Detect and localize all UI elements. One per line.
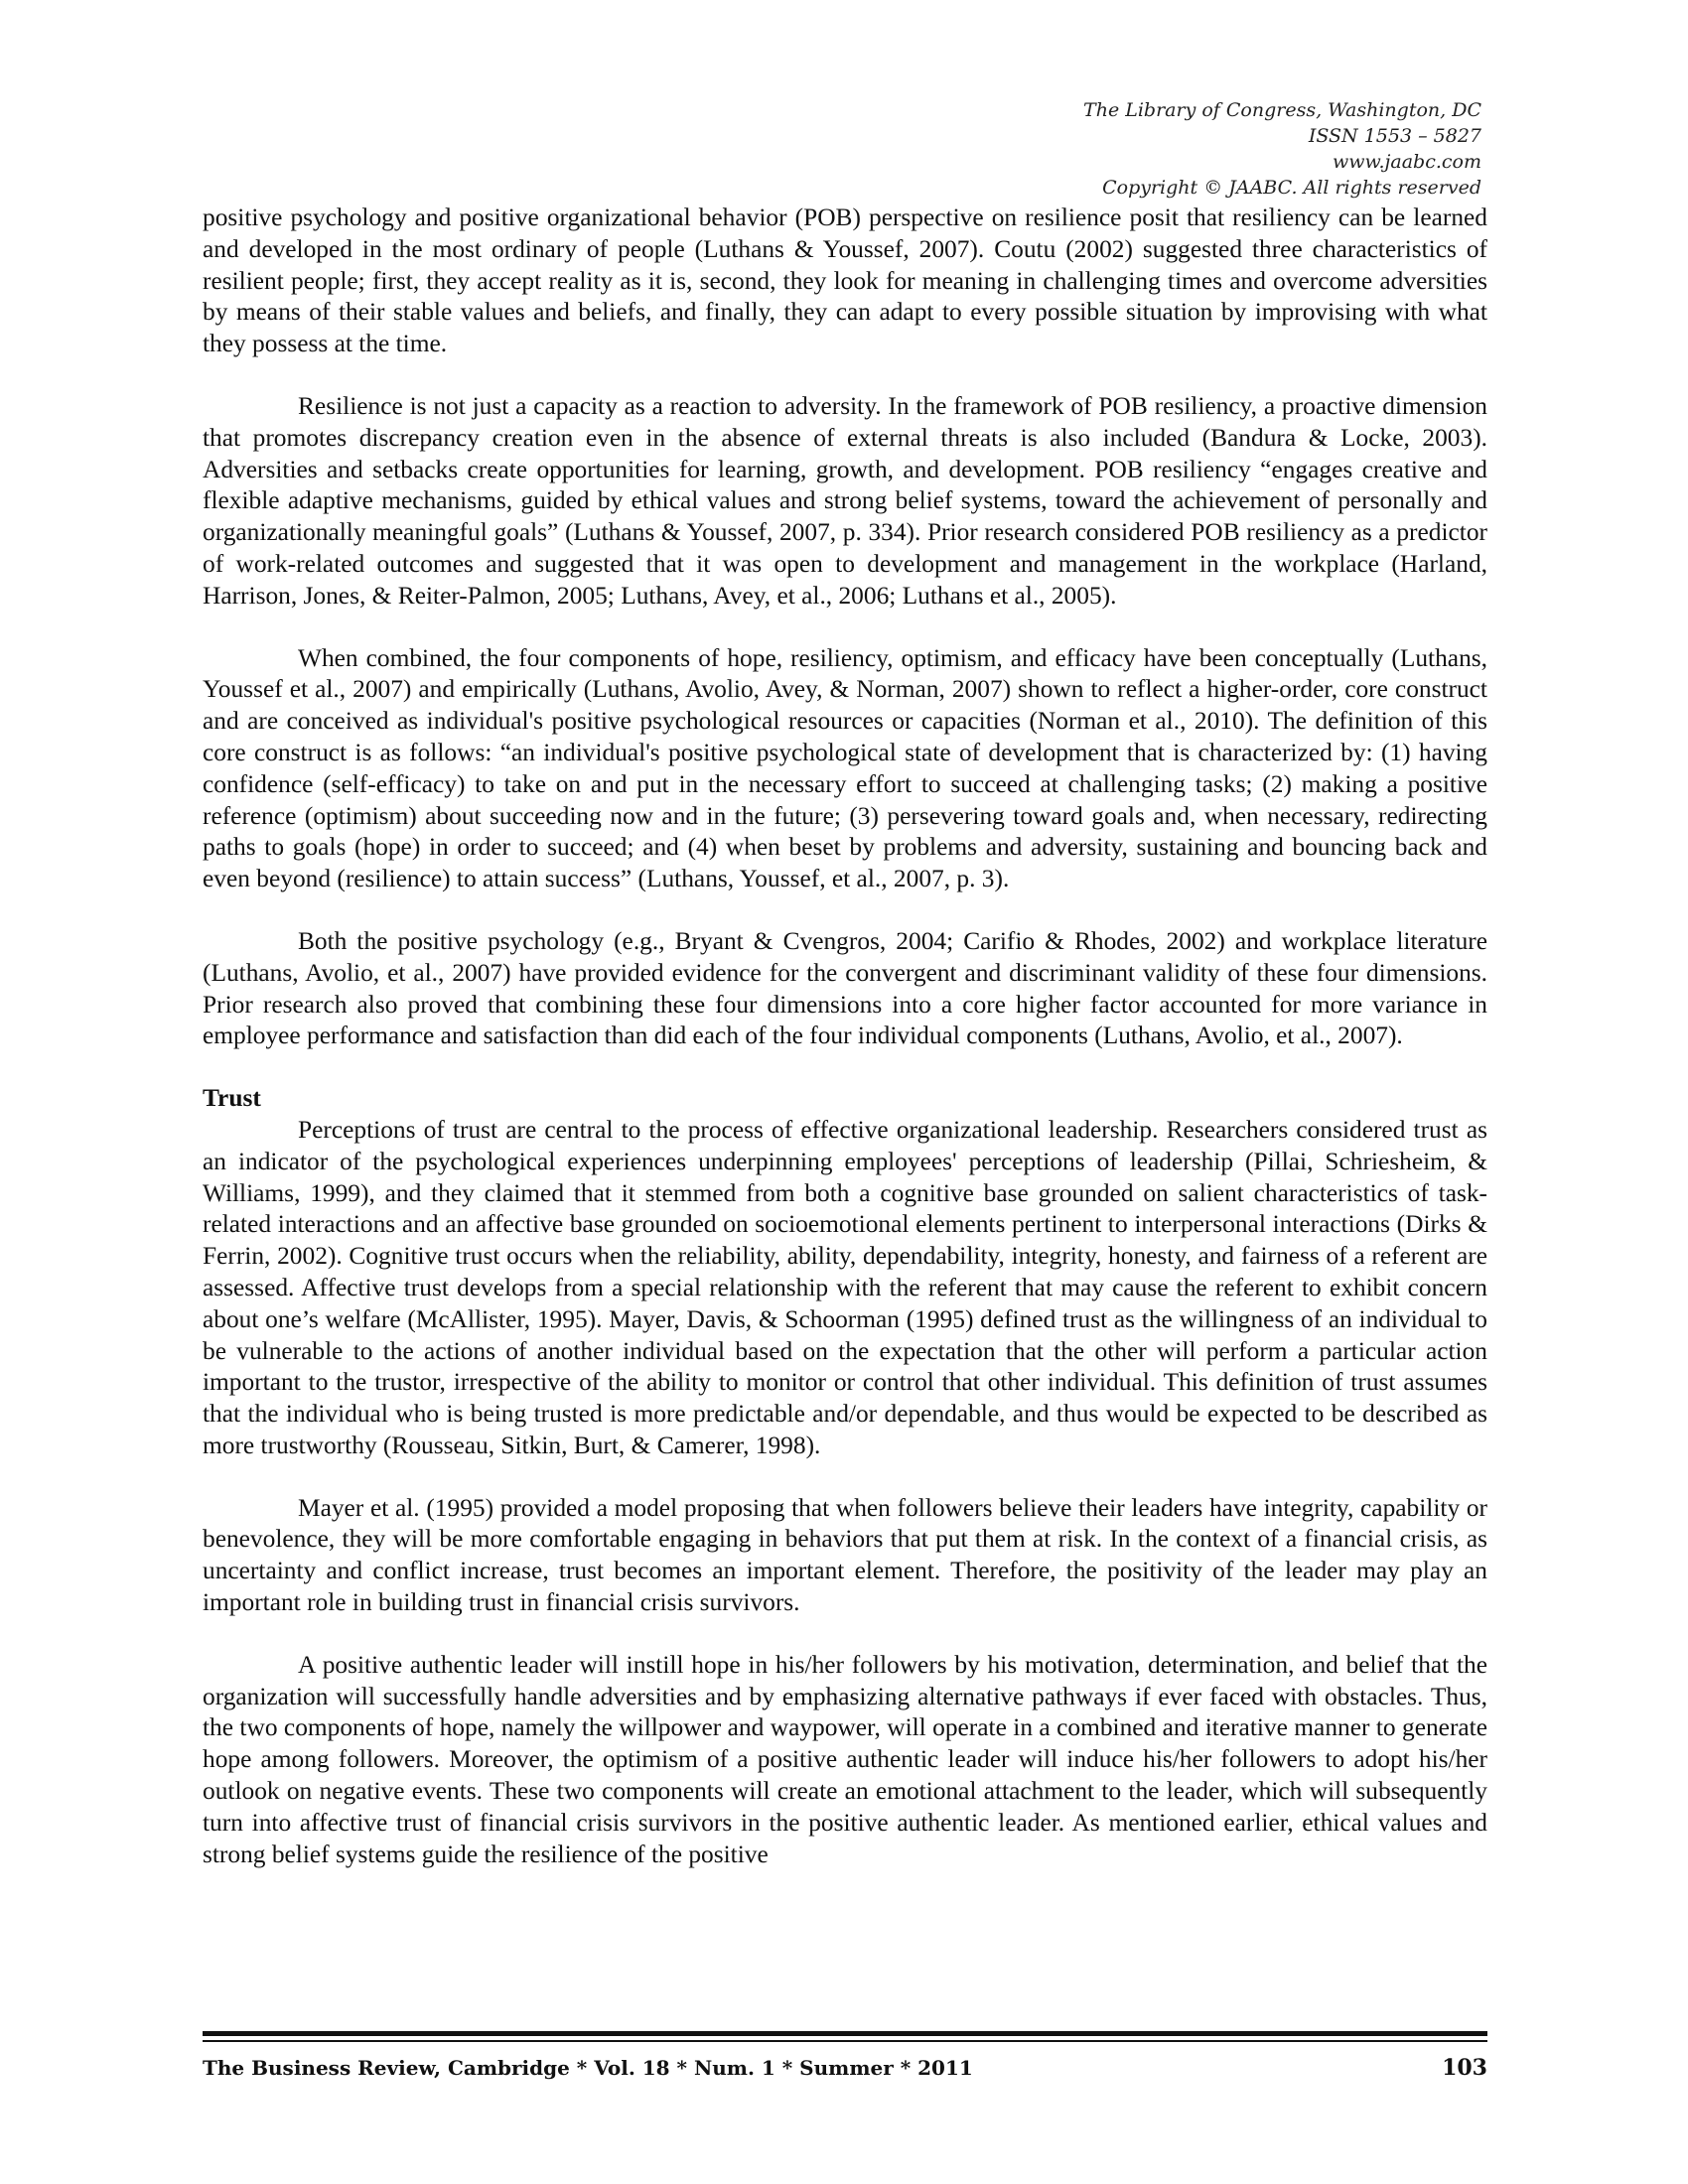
paragraph-authentic-leader: A positive authentic leader will instill hope in his/her followers by his motivation, determination, and belief that the organization will successfully handle adversities and by emphasizing alternative pathways if ever faced with obstacles. Thus, the two components of hope, namely the willpower and waypower, will operate in a combined and iterative manner to generate hope among followers. Moreover, the optimism of a positive authentic leader will induce his/her followers to adopt his/her outlook on negative events. These two components will create an emotional attachment to the leader, which will subsequently turn into affective trust of financial crisis survivors in the positive authentic leader. As mentioned earlier, ethical values and strong belief systems guide the resilience of the positive xyxy=(203,1650,1487,1868)
paragraph-validity: Both the positive psychology (e.g., Bryant & Cvengros, 2004; Carifio & Rhodes, 2002) and workplace literature (Luthans, Avolio, et al., 2007) have provided evidence for the convergent and discriminant validity of these four dimensions. Prior research also proved that combining these four dimensions into a core higher factor accounted for more variance in employee performance and satisfaction than did each of the four individual components (Luthans, Avolio, et al., 2007). xyxy=(203,926,1487,1050)
running-header xyxy=(786,97,1481,201)
footer-rule-thick xyxy=(203,2031,1487,2036)
paragraph-resilience-continued: positive psychology and positive organizational behavior (POB) perspective on resilience posit that resiliency can be learned and developed in the most ordinary of people (Luthans & Youssef, 2007). Coutu (2002) suggested three characteristics of resilient people; first, they accept reality as it is, second, they look for meaning in challenging times and overcome adversities by means of their stable values and beliefs, and finally, they can adapt to every possible situation by improvising with what they possess at the time. xyxy=(203,204,1487,358)
paragraph-trust-model: Mayer et al. (1995) provided a model proposing that when followers believe their leaders have integrity, capability or benevolence, they will be more comfortable engaging in behaviors that put them at risk. In the context of a financial crisis, as uncertainty and conflict increase, trust becomes an important element. Therefore, the positivity of the leader may play an important role in building trust in financial crisis survivors. xyxy=(203,1493,1487,1617)
paragraph-trust-definition: Perceptions of trust are central to the process of effective organizational leadership. Researchers considered trust as an indicator of the psychological experiences underpinning employees' perceptions of leadership (Pillai, Schriesheim, & Williams, 1999), and they claimed that it stemmed from both a cognitive base grounded on salient characteristics of task-related interactions and an affective base grounded on socioemotional elements pertinent to interpersonal interactions (Dirks & Ferrin, 2002). Cognitive trust occurs when the reliability, ability, dependability, integrity, honesty, and fairness of a referent are assessed. Affective trust develops from a special relationship with the referent that may cause the referent to exhibit concern about one’s welfare (McAllister, 1995). Mayer, Davis, & Schoorman (1995) defined trust as the willingness of an individual to be vulnerable to the actions of another individual based on the expectation that the other will perform a particular action important to the trustor, irrespective of the ability to monitor or control that other individual. This definition of trust assumes that the individual who is being trusted is more predictable and/or dependable, and thus would be expected to be described as more trustworthy (Rousseau, Sitkin, Burt, & Camerer, 1998). xyxy=(203,1115,1487,1459)
header-line-library: The Library of Congress, Washington, DC xyxy=(1083,99,1481,121)
running-footer xyxy=(203,2051,1487,2085)
header-line-copyright: Copyright © JAABC. All rights reserved xyxy=(1102,177,1481,199)
page-number: 103 xyxy=(1442,2055,1487,2081)
paragraph-resilience-proactive: Resilience is not just a capacity as a reaction to adversity. In the framework of POB resiliency, a proactive dimension that promotes discrepancy creation even in the absence of external threats is also included (Bandura & Locke, 2003). Adversities and setbacks create opportunities for learning, growth, and development. POB resiliency “engages creative and flexible adaptive mechanisms, guided by ethical values and strong belief systems, toward the achievement of personally and organizationally meaningful goals” (Luthans & Youssef, 2007, p. 334). Prior research considered POB resiliency as a predictor of work-related outcomes and suggested that it was open to development and management in the workplace (Harland, Harrison, Jones, & Reiter-Palmon, 2005; Luthans, Avey, et al., 2006; Luthans et al., 2005). xyxy=(203,391,1487,610)
header-line-website: www.jaabc.com xyxy=(1332,151,1481,173)
article-body xyxy=(203,203,1487,1901)
footer-rule-thin xyxy=(203,2040,1487,2042)
footer-journal-citation: The Business Review, Cambridge * Vol. 18 * Num. 1 * Summer * 2011 xyxy=(203,2056,973,2080)
section-heading-trust: Trust xyxy=(203,1084,261,1113)
paragraph-core-construct: When combined, the four components of hope, resiliency, optimism, and efficacy have been conceptually (Luthans, Youssef et al., 2007) and empirically (Luthans, Avolio, Avey, & Norman, 2007) shown to reflect a higher-order, core construct and are conceived as individual's positive psychological resources or capacities (Norman et al., 2010). The definition of this core construct is as follows: “an individual's positive psychological state of development that is characterized by: (1) having confidence (self-efficacy) to take on and put in the necessary effort to succeed at challenging tasks; (2) making a positive reference (optimism) about succeeding now and in the future; (3) persevering toward goals and, when necessary, redirecting paths to goals (hope) in order to succeed; and (4) when beset by problems and adversity, sustaining and bouncing back and even beyond (resilience) to attain success” (Luthans, Youssef, et al., 2007, p. 3). xyxy=(203,643,1487,893)
header-line-issn: ISSN 1553 – 5827 xyxy=(1308,125,1481,147)
